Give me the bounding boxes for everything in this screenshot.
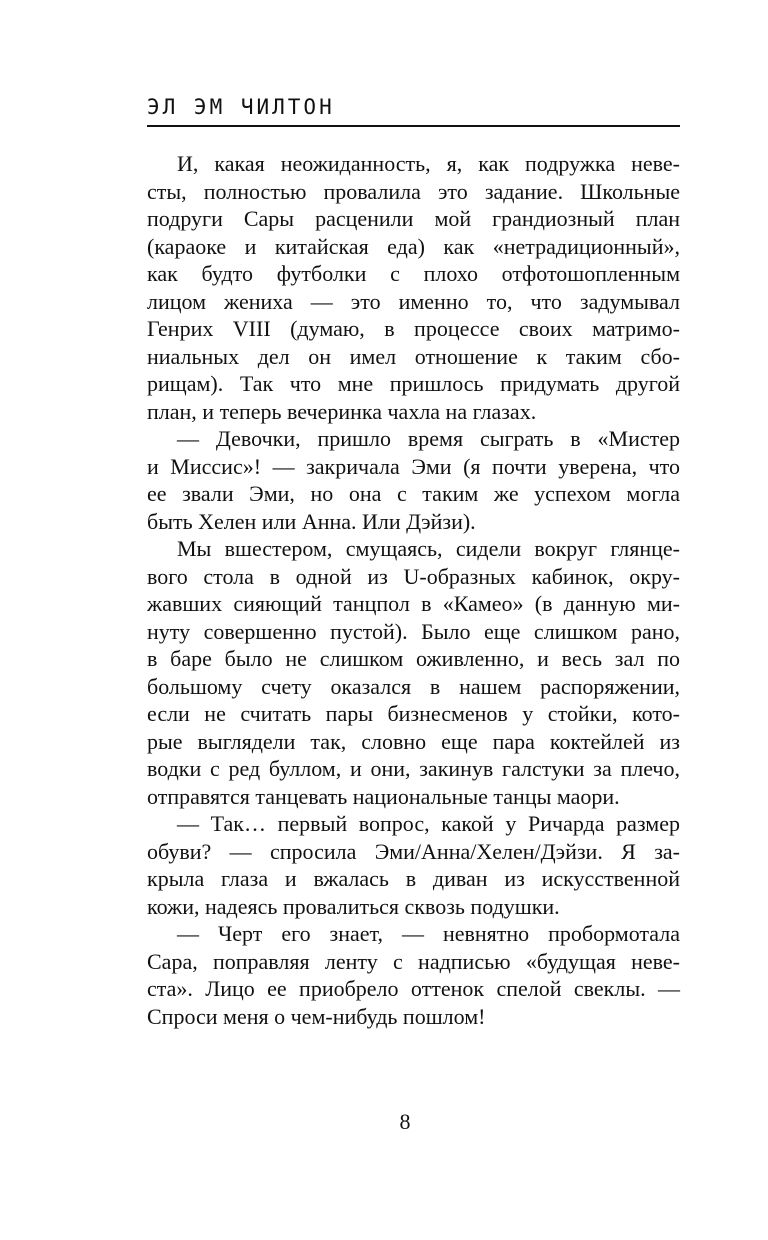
text-line: и Миссис»! — закричала Эми (я почти уверена, что bbox=[147, 453, 680, 479]
text-line: жавших сияющий танцпол в «Камео» (в данную ми- bbox=[147, 591, 680, 616]
text-line: как будто футболки с плохо отфотошопленным bbox=[147, 261, 680, 286]
text-line: большому счету оказался в нашем распоряжении, bbox=[147, 673, 680, 699]
text-line: рищам). Так что мне пришлось придумать другой bbox=[147, 371, 680, 396]
text-line: план, и теперь вечеринка чахла на глазах. bbox=[147, 398, 537, 424]
text-line: в баре было не слишком оживленно, и весь зал по bbox=[147, 646, 680, 671]
text-line: отправятся танцевать национальные танцы маори. bbox=[147, 783, 620, 809]
text-line: лицом жениха — это именно то, что задумывал bbox=[147, 288, 680, 314]
text-line: (караоке и китайская еда) как «нетрадиционный», bbox=[147, 233, 680, 259]
page-number: 8 bbox=[399, 1109, 411, 1134]
text-line: вого стола в одной из U-образных кабинок, окру- bbox=[147, 563, 680, 589]
text-line: Генрих VIII (думаю, в процессе своих матримо- bbox=[147, 316, 680, 341]
text-line: кожи, надеясь провалиться сквозь подушки. bbox=[147, 893, 560, 919]
text-line: И, какая неожиданность, я, как подружка неве- bbox=[177, 151, 680, 176]
text-line: обуви? — спросила Эми/Анна/Хелен/Дэйзи. Я за- bbox=[147, 838, 680, 864]
text-line: ее звали Эми, но она с таким же успехом могла bbox=[147, 481, 680, 506]
paragraph-5 bbox=[147, 920, 680, 1030]
text-line: ста». Лицо ее приобрело оттенок спелой свеклы. — bbox=[147, 976, 680, 1001]
text-line: — Черт его знает, — невнятно пробормотала bbox=[177, 921, 680, 946]
text-line: быть Хелен или Анна. Или Дэйзи). bbox=[147, 508, 476, 534]
paragraph-3 bbox=[147, 535, 680, 810]
text-line: если не считать пары бизнесменов у стойки, кото- bbox=[147, 701, 680, 726]
text-line: ниальных дел он имел отношение к таким сбо- bbox=[147, 343, 680, 369]
running-title: ЭЛ ЭМ ЧИЛТОН bbox=[147, 95, 335, 119]
text-line: водки с ред буллом, и они, закинув галстуки за плечо, bbox=[147, 756, 680, 781]
text-line: сты, полностью провалила это задание. Школьные bbox=[147, 178, 680, 204]
text-line: крыла глаза и вжалась в диван из искусственной bbox=[147, 866, 680, 891]
text-line: Мы вшестером, смущаясь, сидели вокруг глянце- bbox=[177, 536, 680, 561]
text-line: Спроси меня о чем-нибудь пошлом! bbox=[147, 1003, 486, 1029]
body-text bbox=[147, 150, 680, 1030]
text-line: рые выглядели так, словно еще пара коктейлей из bbox=[147, 728, 680, 754]
running-header bbox=[147, 93, 680, 127]
text-line: Сара, поправляя ленту с надписью «будущая неве- bbox=[147, 948, 680, 974]
text-line: — Так… первый вопрос, какой у Ричарда размер bbox=[177, 811, 680, 836]
text-line: подруги Сары расценили мой грандиозный план bbox=[147, 206, 680, 231]
text-line: нуту совершенно пустой). Было еще слишком рано, bbox=[147, 618, 680, 644]
paragraph-1 bbox=[147, 150, 680, 425]
paragraph-2 bbox=[147, 425, 680, 535]
text-line: — Девочки, пришло время сыграть в «Мистер bbox=[177, 426, 680, 451]
paragraph-4 bbox=[147, 810, 680, 920]
